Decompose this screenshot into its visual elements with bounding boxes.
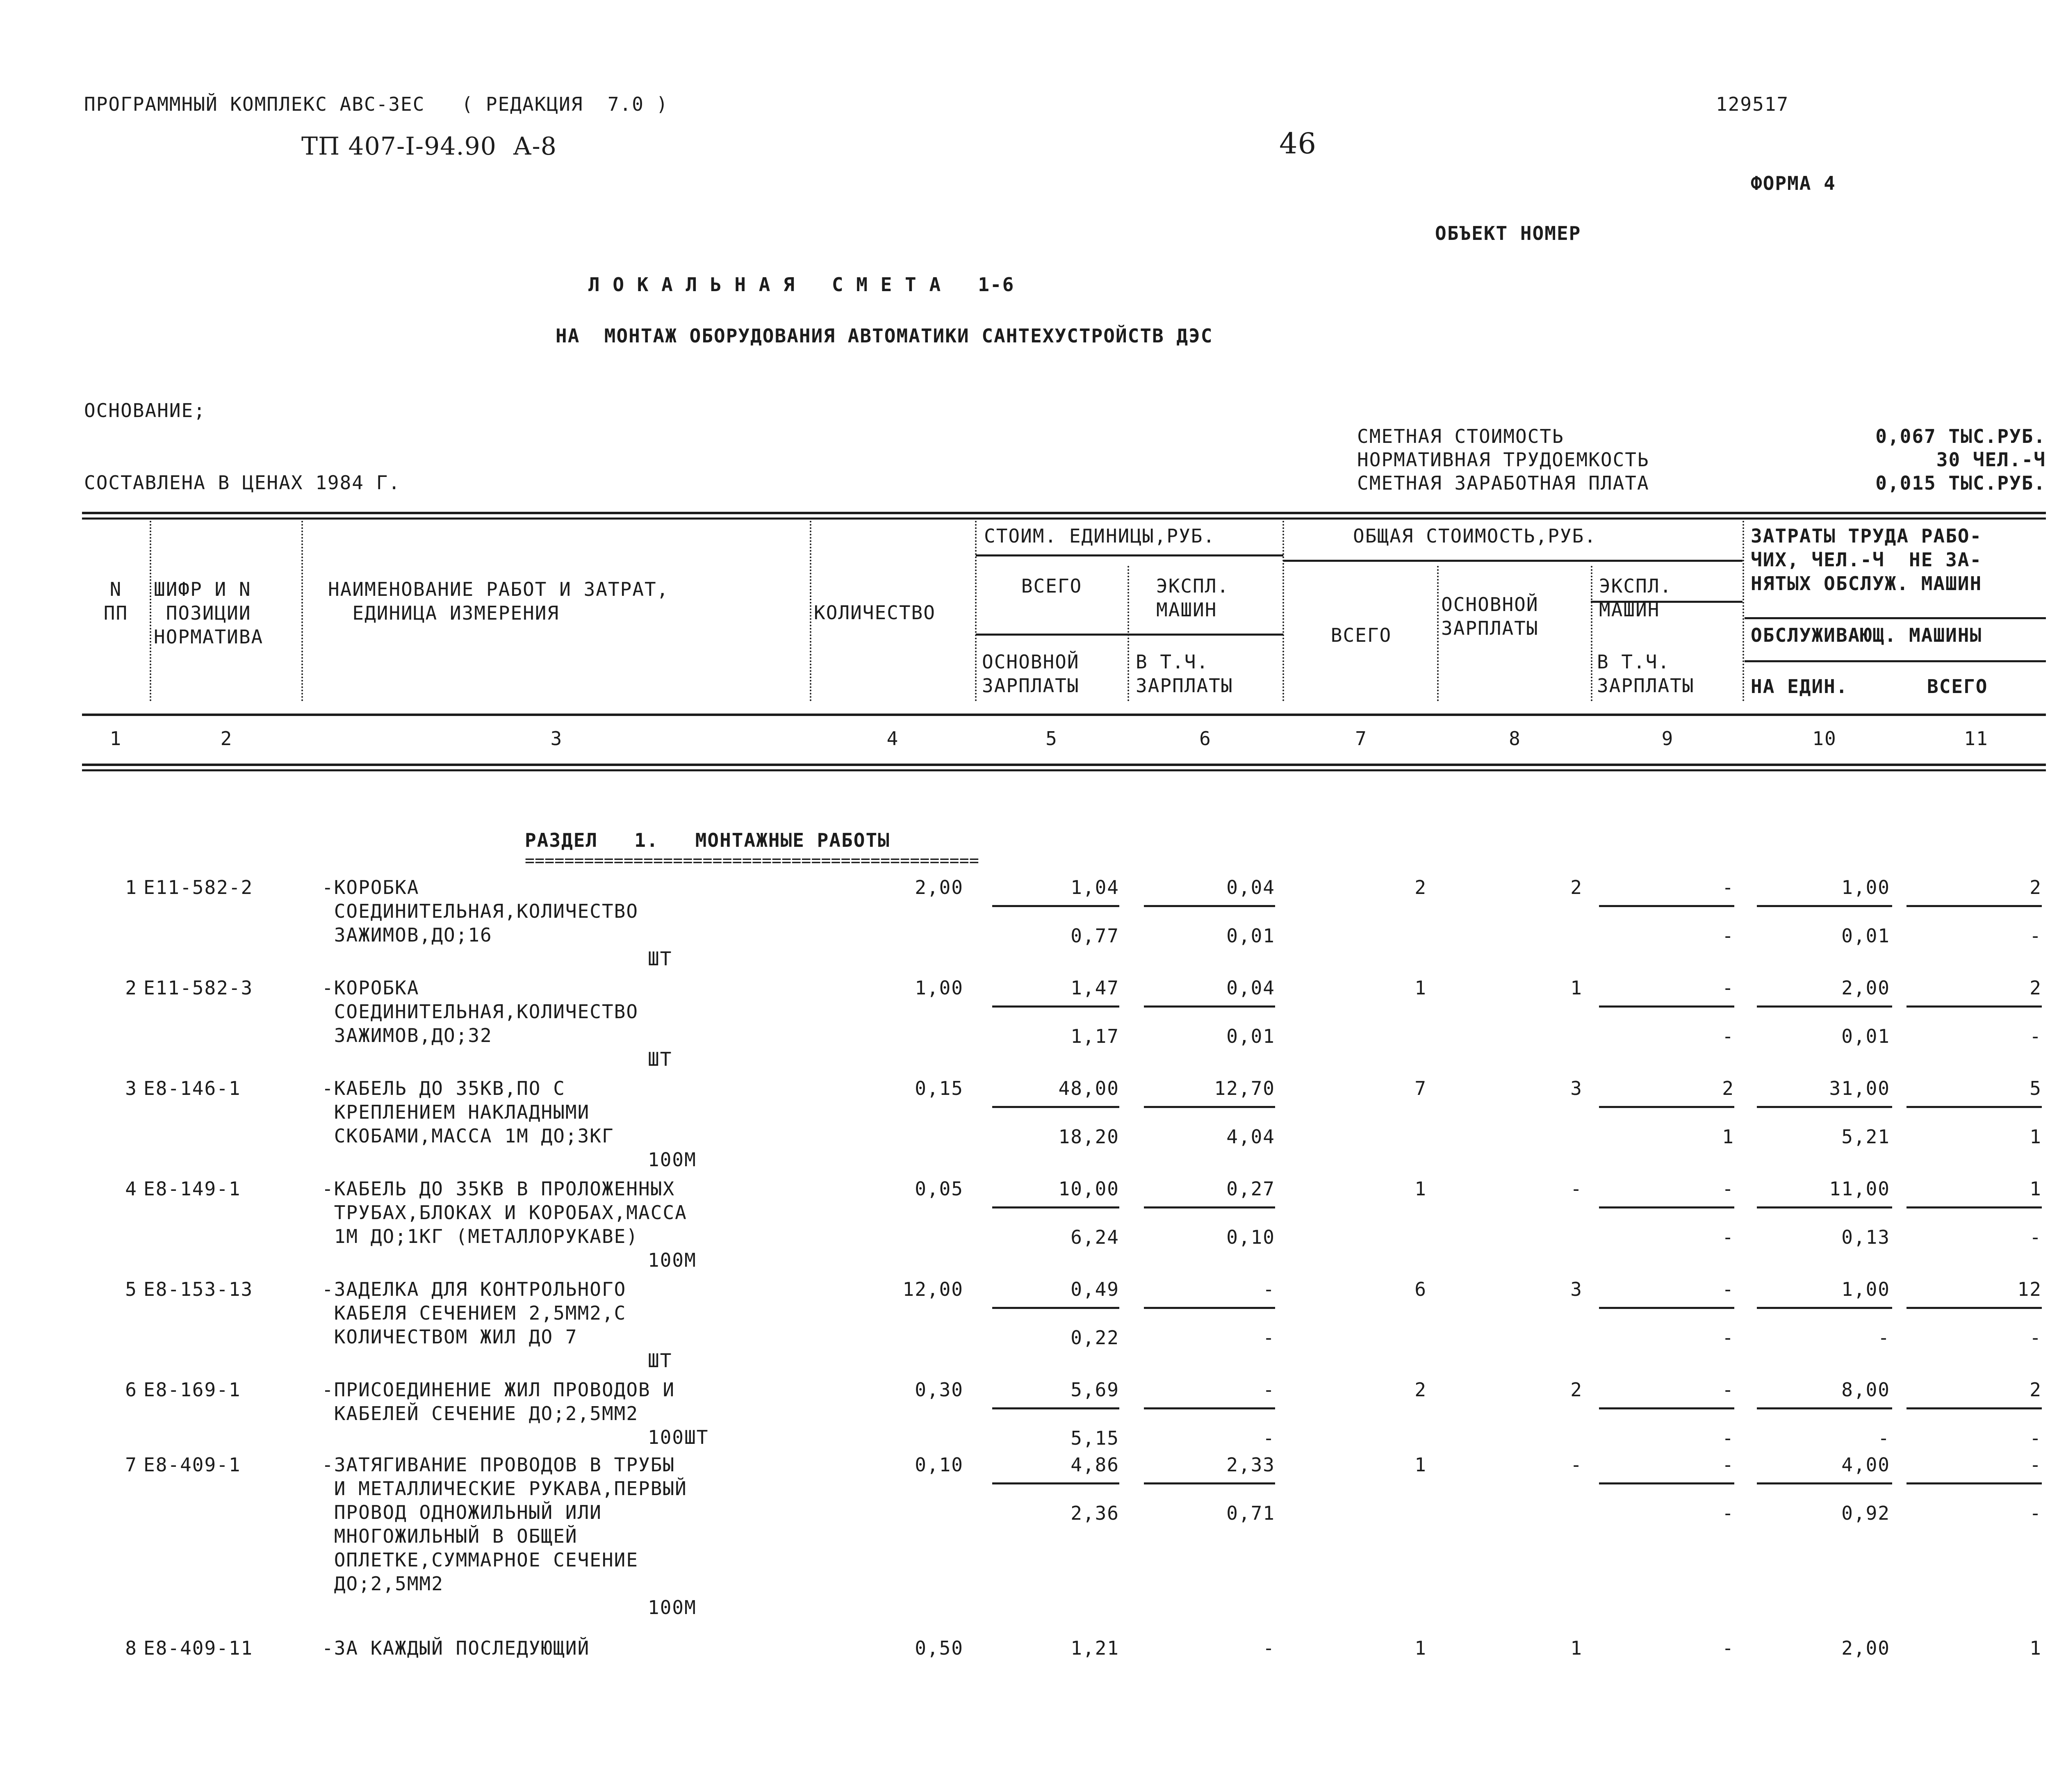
column-number: 9 xyxy=(1661,727,1674,750)
column-group-total-cost: ОБЩАЯ СТОИМОСТЬ,РУБ. xyxy=(1353,525,1597,547)
cell-total-wage: 3 xyxy=(1570,1077,1583,1099)
cell-labor-total: 5 xyxy=(2029,1077,2042,1099)
cell-unit-total: 10,00 xyxy=(1058,1178,1119,1200)
cell-n: 3 xyxy=(125,1077,137,1099)
cell-qty: 0,30 xyxy=(915,1379,963,1401)
column-number: 3 xyxy=(550,727,563,750)
cell-unit-wage: 6,24 xyxy=(1071,1226,1119,1248)
cell-total-mach: - xyxy=(1722,1637,1734,1659)
cell-rule xyxy=(1757,1005,1892,1008)
cell-unit-mach-wage: 0,01 xyxy=(1226,925,1275,947)
column-header-code: ШИФР И N ПОЗИЦИИ НОРМАТИВА xyxy=(154,578,264,648)
cell-unit: ШТ xyxy=(648,1350,672,1372)
cell-labor-unit: 4,00 xyxy=(1841,1454,1890,1476)
cell-labor-mach-total: 1 xyxy=(2029,1126,2042,1148)
cell-unit-mach: 0,04 xyxy=(1226,876,1275,898)
cell-rule xyxy=(1757,1407,1892,1409)
cell-name: -КАБЕЛЬ ДО 35КВ В ПРОЛОЖЕННЫХ ТРУБАХ,БЛОКАХ И КОРОБАХ,МАССА 1М ДО;1КГ (МЕТАЛЛОРУКАВЕ) xyxy=(322,1178,687,1247)
cell-total-mach-wage: - xyxy=(1722,1502,1734,1524)
rule xyxy=(1283,560,1742,562)
cell-unit-mach-wage: - xyxy=(1263,1327,1275,1349)
cell-labor-mach-unit: 0,13 xyxy=(1841,1226,1890,1248)
cell-n: 4 xyxy=(125,1178,137,1200)
cell-unit-wage: 5,15 xyxy=(1071,1427,1119,1449)
column-group-unit-cost: СТОИМ. ЕДИНИЦЫ,РУБ. xyxy=(984,525,1216,547)
cell-labor-unit: 1,00 xyxy=(1841,1278,1890,1300)
cell-unit-total: 4,86 xyxy=(1071,1454,1119,1476)
cell-unit-mach: - xyxy=(1263,1637,1275,1659)
rule xyxy=(82,512,2046,514)
cell-total-mach: - xyxy=(1722,1379,1734,1401)
cell-labor-mach-unit: 5,21 xyxy=(1841,1126,1890,1148)
column-divider xyxy=(975,521,978,701)
page-number: 46 xyxy=(1279,127,1317,160)
column-header-unit-mach: ЭКСПЛ. МАШИН xyxy=(1156,575,1230,621)
cell-rule xyxy=(1144,905,1275,907)
column-number: 6 xyxy=(1199,727,1212,750)
cell-unit: ШТ xyxy=(648,1048,672,1070)
cell-rule xyxy=(1906,1206,2042,1208)
cell-labor-unit: 2,00 xyxy=(1841,1637,1890,1659)
cell-unit-mach: 2,33 xyxy=(1226,1454,1275,1476)
cell-labor-total: 2 xyxy=(2029,876,2042,898)
cell-unit-mach: - xyxy=(1263,1278,1275,1300)
rule xyxy=(82,769,2046,771)
cell-total-mach: - xyxy=(1722,876,1734,898)
cell-total-mach-wage: - xyxy=(1722,1226,1734,1248)
cell-total-mach: - xyxy=(1722,1178,1734,1200)
cell-labor-mach-total: - xyxy=(2029,1327,2042,1349)
cell-code: Е8-409-11 xyxy=(144,1637,253,1659)
cell-code: Е8-146-1 xyxy=(144,1077,241,1099)
cell-unit-mach-wage: 0,01 xyxy=(1226,1025,1275,1047)
summary-label: СМЕТНАЯ СТОИМОСТЬ xyxy=(1357,425,1564,447)
column-header-name: НАИМЕНОВАНИЕ РАБОТ И ЗАТРАТ, ЕДИНИЦА ИЗМЕРЕНИЯ xyxy=(328,578,669,624)
cell-n: 8 xyxy=(125,1637,137,1659)
cell-rule xyxy=(1144,1307,1275,1309)
cell-n: 1 xyxy=(125,876,137,898)
column-number: 5 xyxy=(1046,727,1058,750)
cell-labor-unit: 8,00 xyxy=(1841,1379,1890,1401)
cell-rule xyxy=(1906,1407,2042,1409)
cell-qty: 0,50 xyxy=(915,1637,963,1659)
cell-code: Е11-582-3 xyxy=(144,977,253,999)
rule xyxy=(82,518,2046,520)
cell-labor-total: 2 xyxy=(2029,977,2042,999)
cell-code: Е8-153-13 xyxy=(144,1278,253,1300)
cell-rule xyxy=(1906,905,2042,907)
column-header-unit-mach-wage: В Т.Ч. ЗАРПЛАТЫ xyxy=(1136,651,1233,697)
cell-labor-mach-unit: 0,01 xyxy=(1841,1025,1890,1047)
cell-code: Е8-169-1 xyxy=(144,1379,241,1401)
cell-unit-total: 1,04 xyxy=(1071,876,1119,898)
cell-rule xyxy=(1599,905,1734,907)
cell-unit-mach-wage: - xyxy=(1263,1427,1275,1449)
cell-name: -ЗАДЕЛКА ДЛЯ КОНТРОЛЬНОГО КАБЕЛЯ СЕЧЕНИЕМ 2,5ММ2,С КОЛИЧЕСТВОМ ЖИЛ ДО 7 xyxy=(322,1278,626,1348)
column-number: 4 xyxy=(886,727,899,750)
column-header-labor-machine: ОБСЛУЖИВАЮЩ. МАШИНЫ xyxy=(1751,624,1982,646)
section-title: РАЗДЕЛ 1. МОНТАЖНЫЕ РАБОТЫ xyxy=(525,829,890,851)
column-header-labor-unit: НА ЕДИН. xyxy=(1751,675,1848,698)
cell-rule xyxy=(1144,1206,1275,1208)
cell-rule xyxy=(1599,1206,1734,1208)
cell-rule xyxy=(1757,1482,1892,1484)
cell-total-mach-wage: - xyxy=(1722,1327,1734,1349)
cell-rule xyxy=(1757,1106,1892,1108)
cell-labor-mach-unit: - xyxy=(1878,1327,1890,1349)
column-header-labor-total: ВСЕГО xyxy=(1927,675,1988,698)
cell-n: 5 xyxy=(125,1278,137,1300)
cell-rule xyxy=(992,1005,1119,1008)
cell-qty: 1,00 xyxy=(915,977,963,999)
cell-rule xyxy=(1144,1407,1275,1409)
summary-label: НОРМАТИВНАЯ ТРУДОЕМКОСТЬ xyxy=(1357,449,1649,471)
cell-qty: 0,05 xyxy=(915,1178,963,1200)
cell-total-mach-wage: - xyxy=(1722,1025,1734,1047)
cell-total: 6 xyxy=(1414,1278,1427,1300)
cell-rule xyxy=(992,1407,1119,1409)
summary-value: 0,015 ТЫС.РУБ. xyxy=(1875,472,2046,494)
cell-labor-total: 1 xyxy=(2029,1637,2042,1659)
cell-rule xyxy=(992,1206,1119,1208)
cell-unit-total: 0,49 xyxy=(1071,1278,1119,1300)
summary-value: 30 ЧЕЛ.-Ч xyxy=(1936,449,2046,471)
cell-unit-mach: 12,70 xyxy=(1214,1077,1275,1099)
cell-labor-mach-unit: 0,01 xyxy=(1841,925,1890,947)
column-divider xyxy=(1437,566,1440,701)
document-id: 129517 xyxy=(1716,93,1789,115)
column-divider xyxy=(1591,566,1594,701)
cell-qty: 12,00 xyxy=(902,1278,963,1300)
cell-code: Е8-409-1 xyxy=(144,1454,241,1476)
column-header-n: N ПП xyxy=(103,578,128,624)
cell-rule xyxy=(1757,1206,1892,1208)
column-number: 7 xyxy=(1355,727,1367,750)
cell-name: -ПРИСОЕДИНЕНИЕ ЖИЛ ПРОВОДОВ И КАБЕЛЕЙ СЕЧЕНИЕ ДО;2,5ММ2 xyxy=(322,1379,675,1425)
section-underline: ============================================== xyxy=(525,851,979,870)
project-code: ТП 407-I-94.90 А-8 xyxy=(301,132,557,161)
cell-unit: 100М xyxy=(648,1149,697,1171)
cell-unit-total: 48,00 xyxy=(1058,1077,1119,1099)
cell-code: Е8-149-1 xyxy=(144,1178,241,1200)
cell-total-wage: - xyxy=(1570,1454,1583,1476)
cell-unit-wage: 0,77 xyxy=(1071,925,1119,947)
summary-label: СМЕТНАЯ ЗАРАБОТНАЯ ПЛАТА xyxy=(1357,472,1649,494)
cell-labor-total: 12 xyxy=(2017,1278,2042,1300)
cell-total: 1 xyxy=(1414,977,1427,999)
cell-name: -КОРОБКА СОЕДИНИТЕЛЬНАЯ,КОЛИЧЕСТВО ЗАЖИМОВ,ДО;16 xyxy=(322,876,639,946)
cell-total-mach-wage: - xyxy=(1722,925,1734,947)
rule xyxy=(1745,660,2046,662)
column-header-unit-wage: ОСНОВНОЙ ЗАРПЛАТЫ xyxy=(982,651,1080,697)
column-header-total-wage: ОСНОВНОЙ ЗАРПЛАТЫ xyxy=(1441,593,1539,639)
cell-total: 1 xyxy=(1414,1637,1427,1659)
cell-total: 1 xyxy=(1414,1178,1427,1200)
cell-rule xyxy=(1599,1482,1734,1484)
cell-rule xyxy=(992,1482,1119,1484)
column-header-total-mach: ЭКСПЛ. МАШИН xyxy=(1599,575,1672,621)
cell-total: 2 xyxy=(1414,876,1427,898)
column-header-unit-total: ВСЕГО xyxy=(1021,575,1082,597)
cell-rule xyxy=(1906,1106,2042,1108)
document-title: Л О К А Л Ь Н А Я С М Е Т А 1-6 xyxy=(588,274,1015,296)
column-divider xyxy=(1282,521,1286,701)
cell-labor-total: 2 xyxy=(2029,1379,2042,1401)
column-header-total: ВСЕГО xyxy=(1330,624,1392,646)
cell-rule xyxy=(992,1106,1119,1108)
summary-value: 0,067 ТЫС.РУБ. xyxy=(1875,425,2046,447)
rule xyxy=(82,764,2046,766)
cell-unit-total: 5,69 xyxy=(1071,1379,1119,1401)
rule xyxy=(1745,617,2046,619)
cell-n: 7 xyxy=(125,1454,137,1476)
cell-unit-total: 1,21 xyxy=(1071,1637,1119,1659)
cell-total-wage: 1 xyxy=(1570,977,1583,999)
cell-name: -ЗА КАЖДЫЙ ПОСЛЕДУЮЩИЙ xyxy=(322,1637,590,1659)
cell-code: Е11-582-2 xyxy=(144,876,253,898)
cell-unit-mach-wage: 0,71 xyxy=(1226,1502,1275,1524)
column-divider xyxy=(1742,521,1746,701)
cell-unit-mach: 0,04 xyxy=(1226,977,1275,999)
cell-name: -КОРОБКА СОЕДИНИТЕЛЬНАЯ,КОЛИЧЕСТВО ЗАЖИМОВ,ДО;32 xyxy=(322,977,639,1046)
cell-unit-wage: 2,36 xyxy=(1071,1502,1119,1524)
cell-unit-mach: 0,27 xyxy=(1226,1178,1275,1200)
cell-total: 1 xyxy=(1414,1454,1427,1476)
cell-name: -КАБЕЛЬ ДО 35КВ,ПО С КРЕПЛЕНИЕМ НАКЛАДНЫМИ СКОБАМИ,МАССА 1М ДО;3КГ xyxy=(322,1077,614,1147)
cell-rule xyxy=(1599,1005,1734,1008)
cell-labor-mach-total: - xyxy=(2029,1502,2042,1524)
cell-unit-wage: 18,20 xyxy=(1058,1126,1119,1148)
cell-labor-total: - xyxy=(2029,1454,2042,1476)
cell-total-mach: - xyxy=(1722,977,1734,999)
object-number-label: ОБЪЕКТ НОМЕР xyxy=(1435,222,1581,244)
cell-rule xyxy=(1599,1407,1734,1409)
cell-qty: 2,00 xyxy=(915,876,963,898)
cell-total: 2 xyxy=(1414,1379,1427,1401)
cell-rule xyxy=(992,1307,1119,1309)
cell-rule xyxy=(1906,1307,2042,1309)
cell-labor-mach-unit: 0,92 xyxy=(1841,1502,1890,1524)
cell-unit-wage: 1,17 xyxy=(1071,1025,1119,1047)
cell-total-mach-wage: 1 xyxy=(1722,1126,1734,1148)
cell-rule xyxy=(1599,1106,1734,1108)
cell-total-mach: - xyxy=(1722,1454,1734,1476)
cell-unit-mach-wage: 0,10 xyxy=(1226,1226,1275,1248)
column-divider xyxy=(301,521,305,701)
cell-total-mach: 2 xyxy=(1722,1077,1734,1099)
cell-labor-mach-total: - xyxy=(2029,925,2042,947)
rule xyxy=(976,634,1283,636)
cell-unit-mach: - xyxy=(1263,1379,1275,1401)
column-header-total-mach-wage: В Т.Ч. ЗАРПЛАТЫ xyxy=(1597,651,1695,697)
cell-n: 6 xyxy=(125,1379,137,1401)
cell-labor-unit: 2,00 xyxy=(1841,977,1890,999)
cell-unit: 100ШТ xyxy=(648,1426,709,1448)
cell-total-wage: 3 xyxy=(1570,1278,1583,1300)
cell-total: 7 xyxy=(1414,1077,1427,1099)
cell-n: 2 xyxy=(125,977,137,999)
cell-qty: 0,15 xyxy=(915,1077,963,1099)
column-group-labor: ЗАТРАТЫ ТРУДА РАБО- ЧИХ, ЧЕЛ.-Ч НЕ ЗА- НЯТЫХ ОБСЛУЖ. МАШИН xyxy=(1751,525,1982,595)
cell-unit-wage: 0,22 xyxy=(1071,1327,1119,1349)
column-divider xyxy=(150,521,153,701)
cell-rule xyxy=(1144,1106,1275,1108)
cell-labor-unit: 11,00 xyxy=(1829,1178,1890,1200)
prices-note: СОСТАВЛЕНА В ЦЕНАХ 1984 Г. xyxy=(84,472,401,494)
column-number: 2 xyxy=(220,727,233,750)
cell-rule xyxy=(1144,1482,1275,1484)
cell-labor-mach-unit: - xyxy=(1878,1427,1890,1449)
cell-rule xyxy=(1757,905,1892,907)
column-divider xyxy=(810,521,813,701)
cell-total-wage: 2 xyxy=(1570,876,1583,898)
cell-unit-total: 1,47 xyxy=(1071,977,1119,999)
cell-rule xyxy=(1757,1307,1892,1309)
cell-labor-mach-total: - xyxy=(2029,1025,2042,1047)
cell-labor-unit: 31,00 xyxy=(1829,1077,1890,1099)
cell-total-wage: - xyxy=(1570,1178,1583,1200)
column-header-qty: КОЛИЧЕСТВО xyxy=(814,602,936,624)
form-label: ФОРМА 4 xyxy=(1751,172,1836,194)
rule xyxy=(976,554,1283,556)
cell-labor-unit: 1,00 xyxy=(1841,876,1890,898)
document-subtitle: НА МОНТАЖ ОБОРУДОВАНИЯ АВТОМАТИКИ САНТЕХУСТРОЙСТВ ДЭС xyxy=(556,325,1213,347)
cell-unit-mach-wage: 4,04 xyxy=(1226,1126,1275,1148)
cell-name: -ЗАТЯГИВАНИЕ ПРОВОДОВ В ТРУБЫ И МЕТАЛЛИЧЕСКИЕ РУКАВА,ПЕРВЫЙ ПРОВОД ОДНОЖИЛЬНЫЙ ИЛИ МНОГОЖИЛЬНЫЙ В ОБЩЕЙ ОПЛЕТКЕ,СУММАРНОЕ СЕЧЕНИЕ ДО;2,5ММ2 xyxy=(322,1454,687,1595)
cell-rule xyxy=(1906,1005,2042,1008)
cell-labor-mach-total: - xyxy=(2029,1226,2042,1248)
cell-rule xyxy=(1906,1482,2042,1484)
column-number: 8 xyxy=(1509,727,1521,750)
cell-rule xyxy=(992,905,1119,907)
basis-label: ОСНОВАНИЕ; xyxy=(84,399,206,422)
cell-qty: 0,10 xyxy=(915,1454,963,1476)
column-number: 11 xyxy=(1964,727,1988,750)
rule xyxy=(82,714,2046,716)
cell-total-wage: 1 xyxy=(1570,1637,1583,1659)
program-name: ПРОГРАММНЫЙ КОМПЛЕКС АВС-ЗЕС ( РЕДАКЦИЯ 7.0 ) xyxy=(84,93,669,115)
cell-labor-total: 1 xyxy=(2029,1178,2042,1200)
column-number: 1 xyxy=(109,727,122,750)
cell-total-mach: - xyxy=(1722,1278,1734,1300)
cell-labor-mach-total: - xyxy=(2029,1427,2042,1449)
cell-rule xyxy=(1144,1005,1275,1008)
cell-total-mach-wage: - xyxy=(1722,1427,1734,1449)
column-number: 10 xyxy=(1812,727,1837,750)
cell-unit: ШТ xyxy=(648,948,672,970)
cell-rule xyxy=(1599,1307,1734,1309)
cell-unit: 100М xyxy=(648,1249,697,1271)
cell-total-wage: 2 xyxy=(1570,1379,1583,1401)
cell-unit: 100М xyxy=(648,1596,697,1619)
